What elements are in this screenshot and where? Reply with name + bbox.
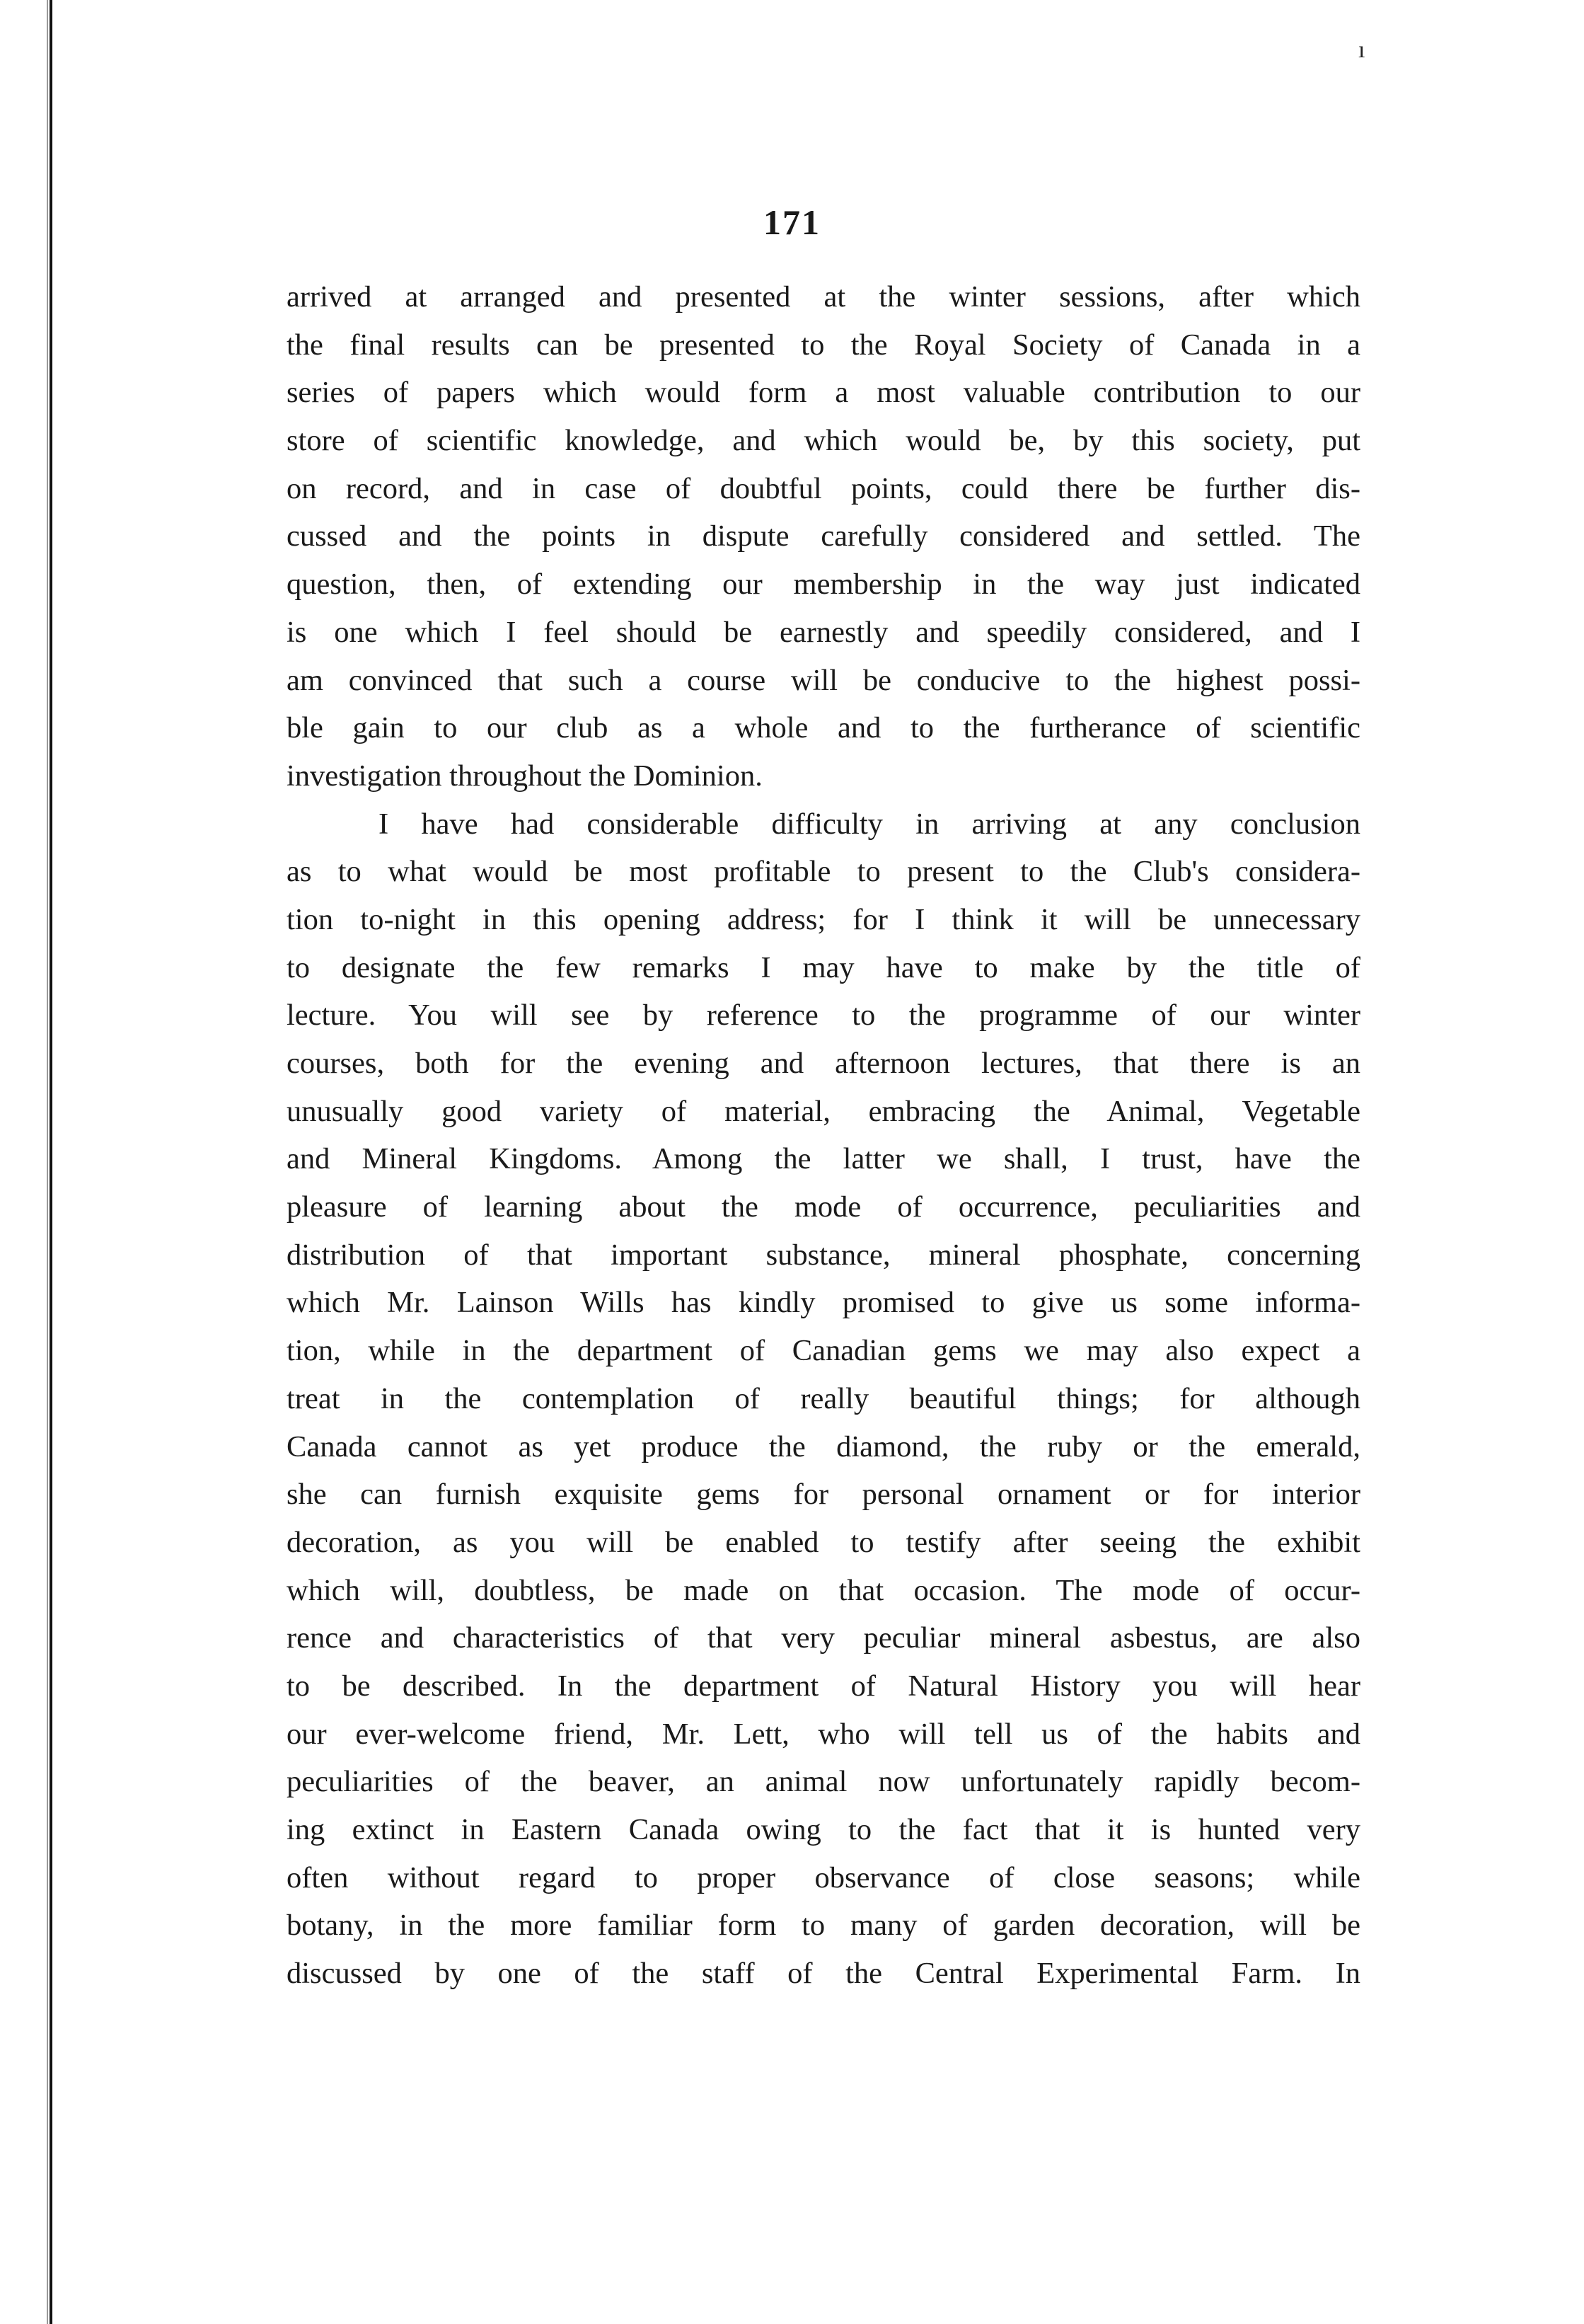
text-line: is one which I feel should be earnestly and speedily considered, and I (287, 615, 1360, 649)
binding-edge-shadow (47, 0, 48, 2324)
body-text (287, 273, 1360, 1998)
text-line: and Mineral Kingdoms. Among the latter we shall, I trust, have the (287, 1142, 1360, 1176)
text-line: peculiarities of the beaver, an animal now unfortunately rapidly becom- (287, 1765, 1360, 1799)
text-line: am convinced that such a course will be conducive to the highest possi- (287, 663, 1360, 697)
text-line: botany, in the more familiar form to many of garden decoration, will be (287, 1909, 1360, 1943)
paragraph-end-line: investigation throughout the Dominion. (287, 759, 763, 793)
text-line: series of papers which would form a most valuable contribution to our (287, 376, 1360, 410)
text-line: our ever-welcome friend, Mr. Lett, who will tell us of the habits and (287, 1717, 1360, 1751)
text-line: question, then, of extending our membership in the way just indicated (287, 568, 1360, 602)
text-line: on record, and in case of doubtful points, could there be further dis- (287, 471, 1360, 505)
text-line: as to what would be most profitable to present to the Club's considera- (287, 855, 1360, 889)
text-line: she can furnish exquisite gems for personal ornament or for interior (287, 1478, 1360, 1512)
text-line: Canada cannot as yet produce the diamond, the ruby or the emerald, (287, 1430, 1360, 1463)
text-line: discussed by one of the staff of the Central Experimental Farm. In (287, 1957, 1360, 1991)
text-line: unusually good variety of material, embracing the Animal, Vegetable (287, 1094, 1360, 1128)
text-line: cussed and the points in dispute carefully considered and settled. The (287, 519, 1360, 553)
text-line: distribution of that important substance, mineral phosphate, concerning (287, 1238, 1360, 1272)
corner-mark: ı (1358, 37, 1365, 63)
text-line: tion, while in the department of Canadian gems we may also expect a (287, 1334, 1360, 1368)
text-line: treat in the contemplation of really beautiful things; for although (287, 1381, 1360, 1415)
paragraph-start-line: I have had considerable difficulty in arriving at any conclusion (378, 807, 1360, 841)
text-line: often without regard to proper observance of close seasons; while (287, 1860, 1360, 1894)
text-line: arrived at arranged and presented at the winter sessions, after which (287, 280, 1360, 313)
text-line: the final results can be presented to the Royal Society of Canada in a (287, 328, 1360, 362)
page-number: 171 (763, 202, 821, 242)
binding-edge-line (50, 0, 52, 2324)
text-line: decoration, as you will be enabled to testify after seeing the exhibit (287, 1525, 1360, 1559)
text-line: courses, both for the evening and afternoon lectures, that there is an (287, 1047, 1360, 1080)
text-line: pleasure of learning about the mode of occurrence, peculiarities and (287, 1190, 1360, 1224)
text-line: rence and characteristics of that very peculiar mineral asbestus, are also (287, 1621, 1360, 1655)
text-line: to be described. In the department of Natural History you will hear (287, 1669, 1360, 1703)
text-line: lecture. You will see by reference to the programme of our winter (287, 999, 1360, 1032)
text-line: which Mr. Lainson Wills has kindly promised to give us some informa- (287, 1286, 1360, 1320)
text-line: which will, doubtless, be made on that occasion. The mode of occur- (287, 1573, 1360, 1607)
text-line: tion to-night in this opening address; for I think it will be unnecessary (287, 902, 1360, 936)
text-line: to designate the few remarks I may have to make by the title of (287, 950, 1360, 984)
text-line: ble gain to our club as a whole and to the furtherance of scientific (287, 711, 1360, 745)
text-line: store of scientific knowledge, and which would be, by this society, put (287, 424, 1360, 458)
text-line: ing extinct in Eastern Canada owing to the fact that it is hunted very (287, 1813, 1360, 1846)
